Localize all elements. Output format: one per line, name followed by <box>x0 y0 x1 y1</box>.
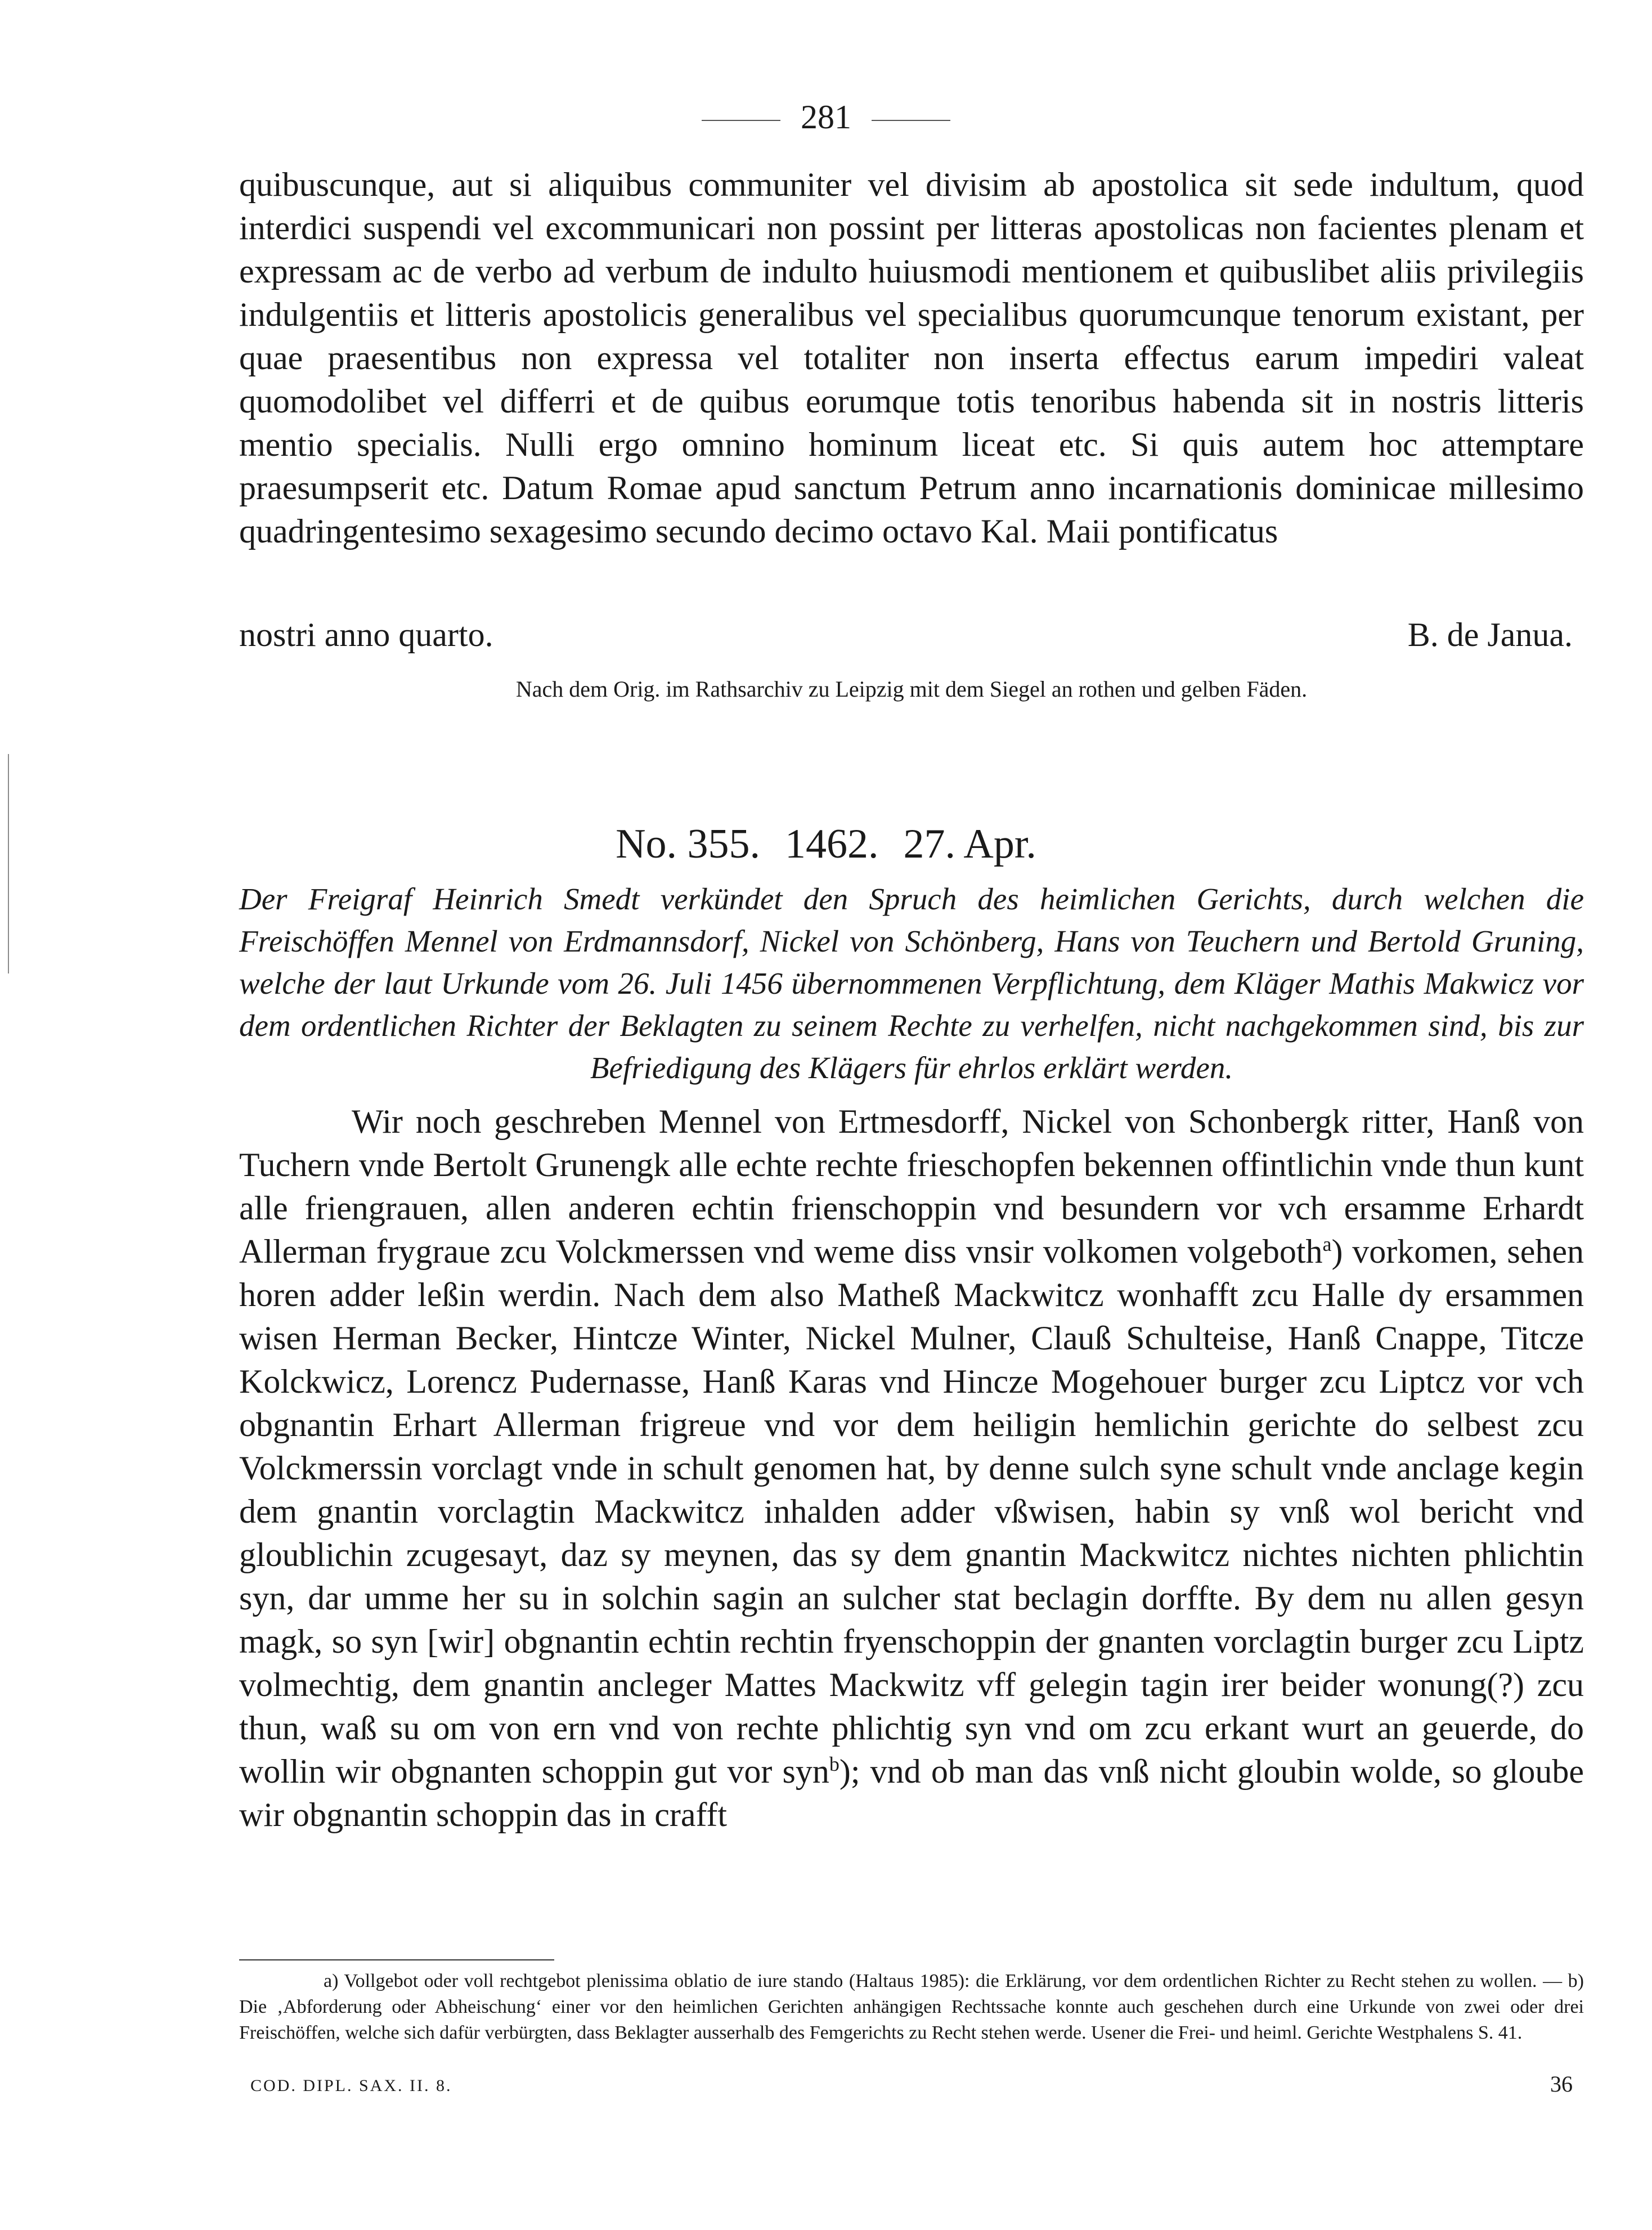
footnote-divider <box>239 1959 554 1960</box>
closing-line <box>239 613 1584 657</box>
footnote-text: a) Vollgebot oder voll rechtgebot plenissima oblatio de iure stando (Haltaus 1985): die Erklärung, vor dem ordentlichen Richter zu Recht stehen zu wollen. — b) Die ‚Abforderung oder Abheischung‘ einer vor den heimlichen Gerichten anhängigen Rechtssache konnte auch geschehen durch eine Urkunde von zwei oder drei Freischöffen, welche sich dafür verbürgten, dass Beklagter ausserhalb des Femgerichts zu Recht stehen werde. Usener die Frei- und heiml. Gerichte Westphalens S. 41. <box>239 1971 1584 2043</box>
document-year: 1462. <box>785 821 879 867</box>
document-number: No. 355. <box>616 821 761 867</box>
main-text-paragraph <box>239 1100 1584 1837</box>
closing-text: nostri anno quarto. <box>239 616 493 653</box>
document-heading <box>0 816 1652 872</box>
main-text-part-2: ) vorkomen, sehen horen adder leßin werdin. Nach dem also Matheß Mackwitcz wonhafft zcu Halle dy ersammen wisen Herman Becker, Hintcze Winter, Nickel Mulner, Clauß Schulteise, Hanß Cnappe, Titcze Kolckwicz, Lorencz Pudernasse, Hanß Karas vnd Hincze Mogehouer burger zcu Liptcz vor vch obgnantin Erhart Allerman frigreue vnd vor dem heiligin hemlichin gerichte do selbest zcu Volckmerssin vorclagt vnde in schult genomen hat, by denne sulch syne schult vnde anclage kegin dem gnantin vorclagtin Mackwitcz inhalden adder vßwisen, habin sy vnß wol bericht vnd gloublichin zcugesayt, daz sy meynen, das sy dem gnantin Mackwitcz nichtes nichten phlichtin syn, dar umme her su in solchin sagin an sulcher stat beclagin dorffte. By dem nu allen gesyn magk, so syn [wir] obgnantin echtin rechtin fryenschoppin der gnanten vorclagtin burger zcu Liptz volmechtig, dem gnantin ancleger Mattes Mackwitz vff gelegin tagin irer beider wonung(?) zcu thun, waß su om von ern vnd von rechte phlichtig syn vnd om zcu erkant wurt an geuerde, do wollin wir obgnanten schoppin gut vor syn <box>239 1233 1584 1790</box>
page-number: 281 <box>801 98 851 136</box>
footnote-marker-b: b <box>829 1753 840 1775</box>
main-text-part-3: ); vnd ob man das vnß nicht gloubin wolde, so gloube wir obgnantin schoppin das in crafft <box>239 1753 1584 1833</box>
main-text-part-1: Wir noch geschreben Mennel von Ertmesdorff, Nickel von Schonbergk ritter, Hanß von Tuchern vnde Bertolt Grunengk alle echte rechte frieschopfen bekennen offintlichin vnde thun kunt alle friengrauen, allen anderen echtin frienschoppin vnd besundern vor vch ersamme Erhardt Allerman frygraue zcu Volckmerssen vnd weme diss vnsir volkomen volgeboth <box>239 1103 1584 1270</box>
continuation-paragraph: quibuscunque, aut si aliquibus communiter vel divisim ab apostolica sit sede indultum, quod interdici suspendi vel excommunicari non possint per litteras apostolicas non facientes plenam et expressam ac de verbo ad verbum de indulto huiusmodi mentionem et quibuslibet aliis privilegiis indulgentiis et litteris apostolicis generalibus vel specialibus quorumcunque tenorum existant, per quae praesentibus non expressa vel totaliter non inserta effectus earum impediri valeat quomodolibet vel differri et de quibus eorumque totis tenoribus habenda sit in nostris litteris mentio specialis. Nulli ergo omnino hominum liceat etc. Si quis autem hoc attemptare praesumpserit etc. Datum Romae apud sanctum Petrum anno incarnationis dominicae millesimo quadringentesimo sexagesimo secundo decimo octavo Kal. Maii pontificatus <box>239 166 1584 550</box>
regest-summary: Der Freigraf Heinrich Smedt verkündet den Spruch des heimlichen Gerichts, durch welchen die Freischöffen Mennel von Erdmannsdorf, Nickel von Schönberg, Hans von Teuchern und Bertold Gruning, welche der laut Urkunde vom 26. Juli 1456 übernommenen Verpflichtung, dem Kläger Mathis Makwicz vor dem ordentlichen Richter der Beklagten zu seinem Rechte zu verhelfen, nicht nachgekommen sind, bis zur Befriedigung des Klägers für ehrlos erklärt werden. <box>239 882 1584 1085</box>
sheet-number: 36 <box>1550 2071 1573 2097</box>
page-footer <box>239 2071 1584 2105</box>
header-rule-left <box>702 120 780 121</box>
page-header <box>0 95 1652 140</box>
header-rule-right <box>872 120 950 121</box>
source-note: Nach dem Orig. im Rathsarchiv zu Leipzig mit dem Siegel an rothen und gelben Fäden. <box>515 676 1308 702</box>
footnotes <box>239 1968 1584 2046</box>
scribe-signature: B. de Janua. <box>1407 616 1573 653</box>
footnote-marker-a: a <box>1322 1233 1332 1255</box>
document-date: 27. Apr. <box>903 821 1036 867</box>
printer-signature-mark: COD. DIPL. SAX. II. 8. <box>250 2076 452 2095</box>
